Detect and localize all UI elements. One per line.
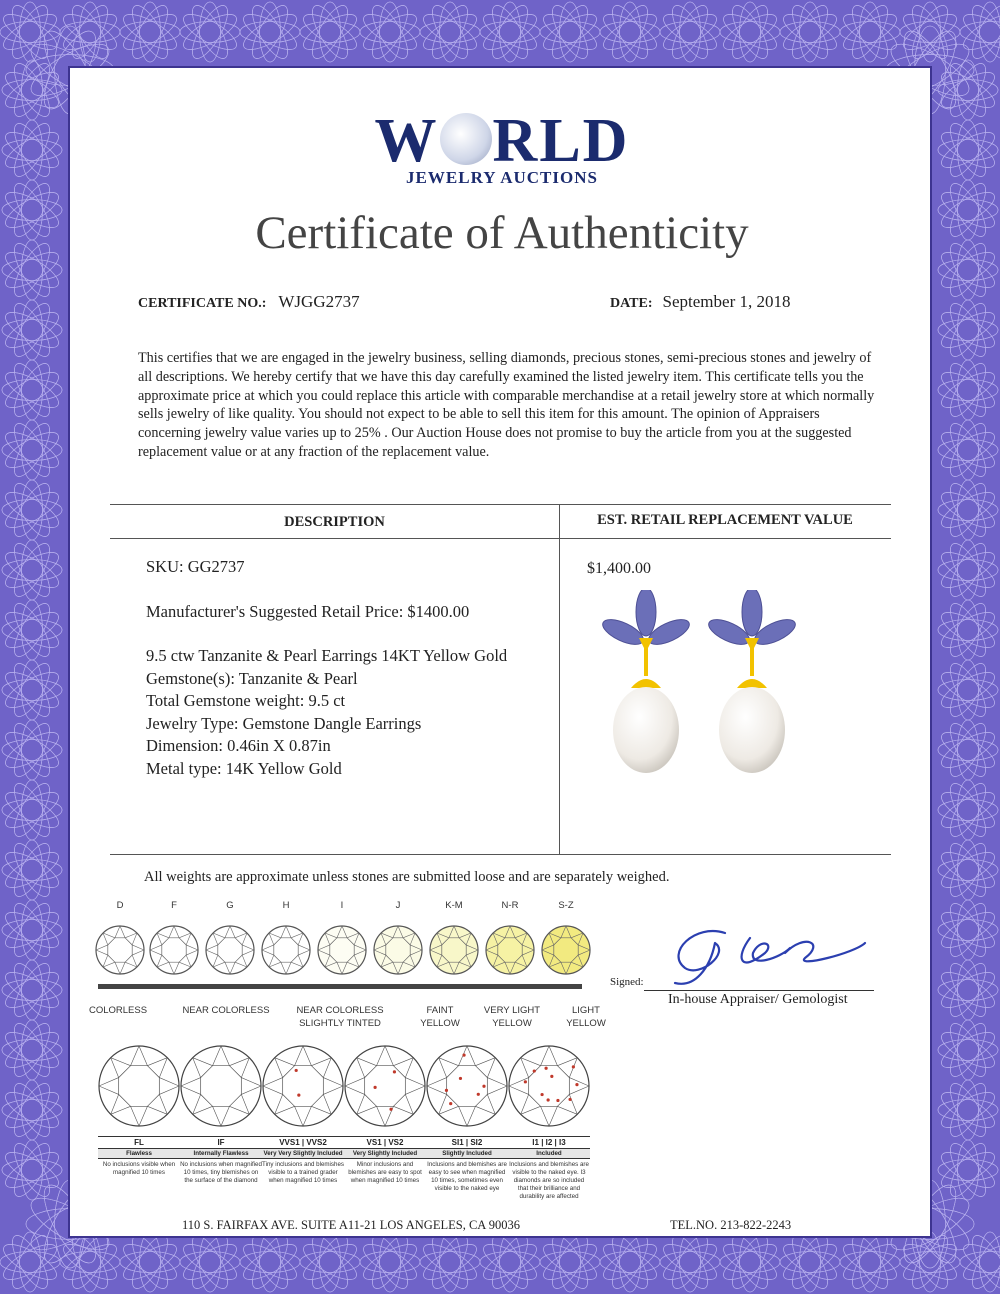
certificate-number-value: WJGG2737 [278, 292, 360, 311]
color-category: NEAR COLORLESS SLIGHTLY TINTED [296, 1005, 384, 1029]
logo-wordmark [70, 107, 934, 175]
signature-line [644, 990, 874, 991]
color-grade-diamonds [92, 918, 612, 984]
color-grade-n-r: N-R [501, 900, 519, 911]
sku: SKU: GG2737 [146, 557, 245, 576]
color-category: VERY LIGHT YELLOW [483, 1005, 541, 1029]
weights-note: All weights are approximate unless stones are submitted loose and are separately weighed. [144, 869, 670, 885]
signature [655, 913, 875, 993]
logo-subtitle: JEWELRY AUCTIONS [406, 168, 598, 187]
certificate-date [610, 292, 790, 312]
signed-label: Signed: [610, 976, 644, 988]
clarity-grade: IF Internally Flawless No inclusions when magnified 10 times, tiny blemishes on the surface of the diamond [180, 1138, 262, 1184]
color-grade-f: F [171, 900, 177, 911]
color-scale-bar [98, 984, 582, 989]
footer-telephone: TEL.NO. 213-822-2243 [670, 1218, 792, 1232]
clarity-grade: FL Flawless No inclusions visible when magnified 10 times [98, 1136, 180, 1177]
certificate-number-label: CERTIFICATE NO.: [138, 296, 267, 311]
color-category: FAINT YELLOW [420, 1005, 460, 1029]
appraiser-title: In-house Appraiser/ Gemologist [668, 992, 848, 1007]
color-category: COLORLESS [88, 1005, 148, 1016]
color-grade-j: J [395, 900, 401, 911]
date-value: September 1, 2018 [662, 292, 791, 311]
certification-statement: This certifies that we are engaged in the jewelry business, selling diamonds, precious stones, semi-precious stones and jewelry of all descriptions. We hereby certify that we have this day carefully examined the listed jewelry item. This certificate tells you the approximate price at which you could replace this article with comparable merchandise at a retail jewelry store at which normally sells jewelry of like quality. You should not expect to be able to sell this item for this amount. The opinion of Appraisers concerning jewelry value varies up to 25% . Our Auction House does not promise to buy the article from you at the suggested replacement value or at any fraction of the replacement value. [138, 350, 875, 460]
diamond-icon [440, 113, 492, 165]
clarity-grade: SI1 | SI2 Slightly Included Inclusions and blemishes are easy to see when magnified 10 times, sometimes even visible to the naked eye [427, 1138, 507, 1192]
msrp: Manufacturer's Suggested Retail Price: $1400.00 [146, 601, 470, 621]
color-categories [88, 1004, 606, 1034]
table-bottom-border [110, 854, 891, 855]
detail-line: Jewelry Type: Gemstone Dangle Earrings [146, 713, 422, 733]
footer-address: 110 S. FAIRFAX AVE. SUITE A11-21 LOS ANGELES, CA 90036 [182, 1218, 520, 1232]
clarity-grade: VVS1 | VVS2 Very Very Slightly Included Tiny inclusions and blemishes visible to a trained grader when magnified 10 times [262, 1138, 344, 1184]
color-category: NEAR COLORLESS [182, 1005, 270, 1016]
clarity-grade: VS1 | VS2 Very Slightly Included Minor inclusions and blemishes are easy to spot when magnified 10 times [344, 1136, 426, 1185]
color-grade-g: G [226, 900, 234, 911]
replacement-value: $1,400.00 [587, 560, 651, 577]
item-description [146, 556, 507, 780]
earrings-image [595, 590, 815, 790]
value-header: EST. RETAIL REPLACEMENT VALUE [597, 512, 853, 528]
page-title: Certificate of Authenticity [255, 207, 749, 259]
logo-letter-w: W [374, 107, 439, 175]
clarity-diamonds [98, 1036, 598, 1136]
color-category: LIGHT YELLOW [566, 1005, 606, 1029]
detail-line: Dimension: 0.46in X 0.87in [146, 736, 331, 755]
detail-line: Gemstone(s): Tanzanite & Pearl [146, 668, 358, 688]
logo-letters-rld: RLD [492, 107, 630, 175]
color-grade-s-z: S-Z [558, 900, 574, 911]
color-grade-i: I [340, 900, 344, 911]
color-grade-h: H [282, 900, 290, 911]
clarity-grade: I1 | I2 | I3 Included Inclusions and blemishes are visible to the naked eye. I3 diamonds are so included that their brilliance and durability are affected [509, 1138, 589, 1200]
color-grade-d: D [116, 900, 124, 911]
detail-line: Total Gemstone weight: 9.5 ct [146, 691, 346, 710]
table-top-border [110, 504, 891, 505]
table-column-divider [559, 504, 560, 854]
detail-line: Metal type: 14K Yellow Gold [146, 758, 342, 778]
description-header: DESCRIPTION [284, 514, 385, 530]
company-logo [70, 107, 934, 188]
color-grade-k-m: K-M [445, 900, 463, 911]
certificate-number [138, 292, 360, 312]
detail-line: 9.5 ctw Tanzanite & Pearl Earrings 14KT Yellow Gold [146, 646, 508, 665]
table-header-divider [110, 538, 891, 539]
date-label: DATE: [610, 296, 653, 311]
certificate-panel [68, 66, 932, 1238]
